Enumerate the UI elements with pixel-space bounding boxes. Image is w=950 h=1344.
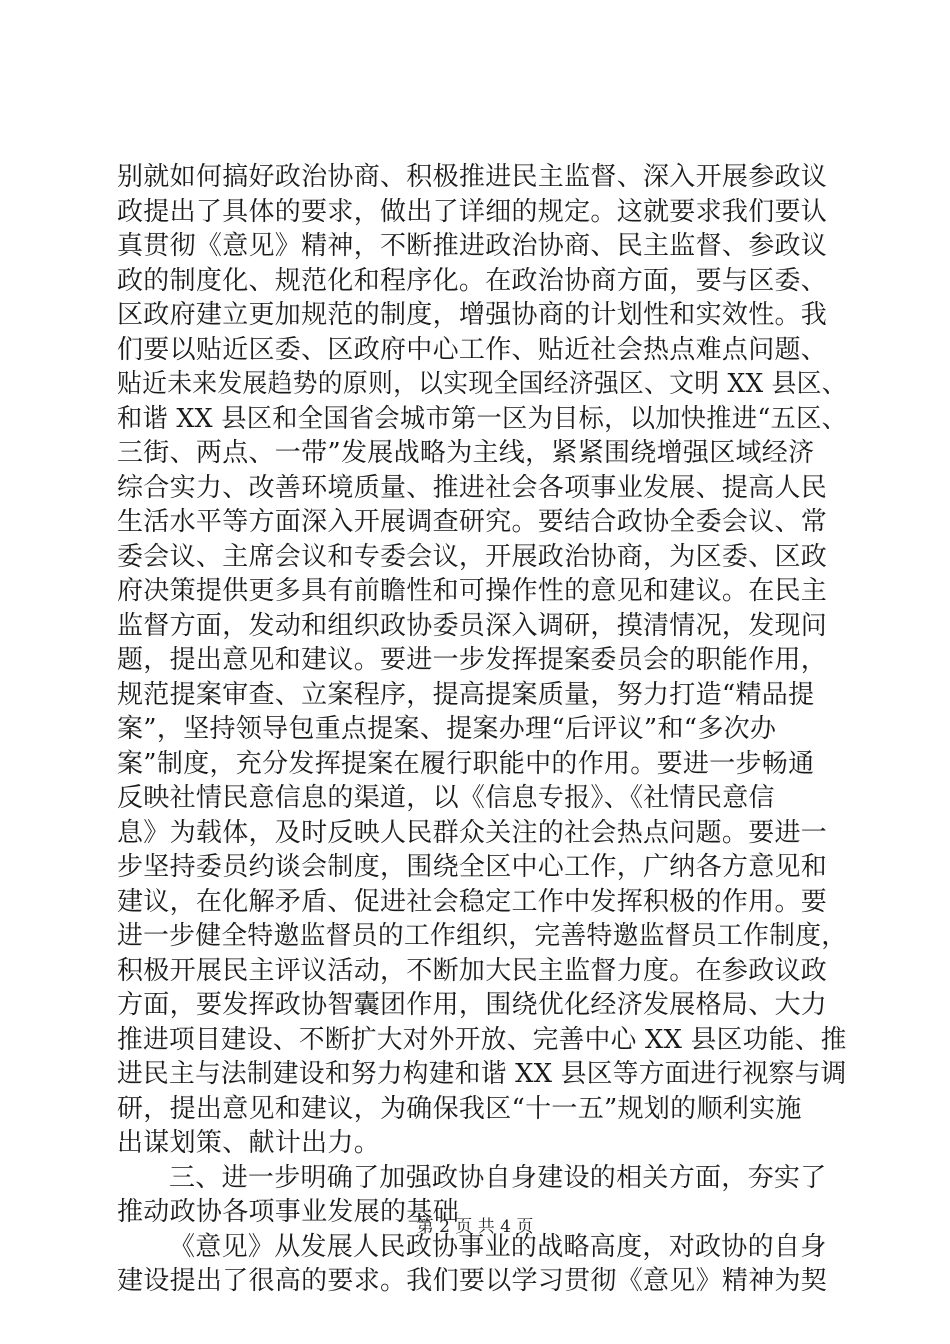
section-heading-line: 三、进一步明确了加强政协自身建设的相关方面，夯实了: [169, 1162, 827, 1193]
text-line: 推进项目建设、不断扩大对外开放、完善中心 XX 县区功能、推: [117, 1024, 847, 1055]
text-line: 案”，坚持领导包重点提案、提案办理“后评议”和“多次办: [117, 714, 777, 744]
text-line: 和谐 XX 县区和全国省会城市第一区为目标，以加快推进“五区、: [117, 403, 848, 434]
text-line: 府决策提供更多具有前瞻性和可操作性的意见和建议。在民主: [117, 576, 828, 606]
page-number-footer: 第 2 页 共 4 页: [416, 1217, 534, 1237]
text-line: 委会议、主席会议和专委会议，开展政治协商，为区委、区政: [117, 541, 828, 572]
text-line: 出谋划策、献计出力。: [117, 1128, 381, 1158]
text-line: 政提出了具体的要求，做出了详细的规定。这就要求我们要认: [117, 196, 828, 227]
text-line: 建设提出了很高的要求。我们要以学习贯彻《意见》精神为契: [117, 1266, 828, 1296]
text-line: 步坚持委员约谈会制度，围绕全区中心工作，广纳各方意见和: [117, 852, 828, 882]
text-line: 建议，在化解矛盾、促进社会稳定工作中发挥积极的作用。要: [117, 886, 828, 917]
text-line: 案”制度，充分发挥提案在履行职能中的作用。要进一步畅通: [117, 748, 815, 779]
text-line: 区政府建立更加规范的制度，增强协商的计划性和实效性。我: [117, 300, 828, 330]
text-line: 积极开展民主评议活动，不断加大民主监督力度。在参政议政: [117, 955, 828, 986]
text-line: 反映社情民意信息的渠道，以《信息专报》、《社情民意信: [117, 783, 775, 813]
text-line: 息》为载体，及时反映人民群众关注的社会热点问题。要进一: [117, 817, 828, 848]
text-line: 三街、两点、一带”发展战略为主线，紧紧围绕增强区域经济: [117, 438, 815, 468]
body-text: [117, 160, 847, 1299]
text-line: 进一步健全特邀监督员的工作组织，完善特邀监督员工作制度，: [117, 921, 848, 951]
text-line: 进民主与法制建设和努力构建和谐 XX 县区等方面进行视察与调: [117, 1059, 847, 1089]
text-line: 监督方面，发动和组织政协委员深入调研，摸清情况，发现问: [117, 610, 828, 641]
text-line: 贴近未来发展趋势的原则，以实现全国经济强区、文明 XX 县区、: [117, 369, 847, 399]
text-line: 生活水平等方面深入开展调查研究。要结合政协全委会议、常: [117, 507, 828, 537]
text-line: 综合实力、改善环境质量、推进社会各项事业发展、提高人民: [117, 472, 828, 503]
text-line: 《意见》从发展人民政协事业的战略高度，对政协的自身: [169, 1231, 827, 1262]
text-line: 题，提出意见和建议。要进一步发挥提案委员会的职能作用，: [117, 645, 828, 675]
text-line: 方面，要发挥政协智囊团作用，围绕优化经济发展格局、大力: [117, 990, 828, 1020]
section-heading-line: 推动政协各项事业发展的基础: [117, 1197, 459, 1227]
text-line: 研，提出意见和建议，为确保我区“十一五”规划的顺利实施: [117, 1093, 802, 1124]
text-line: 们要以贴近区委、区政府中心工作、贴近社会热点难点问题、: [117, 334, 828, 365]
text-line: 政的制度化、规范化和程序化。在政治协商方面，要与区委、: [117, 265, 828, 296]
text-line: 真贯彻《意见》精神，不断推进政治协商、民主监督、参政议: [117, 231, 828, 261]
text-line: 规范提案审查、立案程序，提高提案质量，努力打造“精品提: [117, 679, 815, 710]
text-line: 别就如何搞好政治协商、积极推进民主监督、深入开展参政议: [117, 162, 828, 192]
